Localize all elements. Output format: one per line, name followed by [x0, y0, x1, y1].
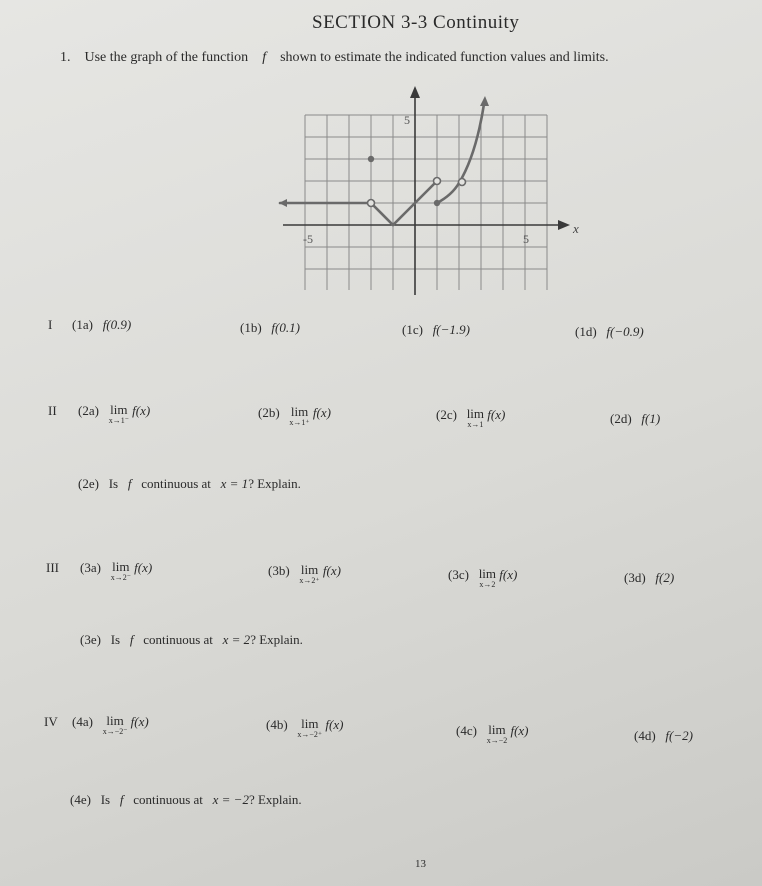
limit-notation	[111, 560, 131, 582]
item-4b	[266, 717, 343, 739]
open-point	[459, 179, 466, 186]
question-point: x = 1	[220, 476, 249, 491]
question-word: Is	[100, 792, 111, 807]
item-4d	[634, 728, 693, 744]
limit-subscript: x→2⁺	[299, 576, 320, 585]
limit-word: lim	[110, 402, 128, 417]
item-2a	[78, 403, 150, 425]
limit-word: lim	[112, 559, 130, 574]
item-expression: f(x)	[325, 717, 344, 732]
question-word: Is	[110, 632, 121, 647]
limit-subscript: x→2⁻	[110, 573, 131, 582]
section-1-roman: I	[48, 317, 53, 332]
item-label: (3e)	[80, 632, 101, 647]
instruction-text-a: Use the graph of the function	[84, 50, 249, 65]
item-4c	[456, 723, 529, 745]
filled-point	[368, 156, 374, 162]
item-label: (3c)	[448, 567, 469, 582]
limit-notation	[487, 723, 508, 745]
instruction-text-b: shown to estimate the indicated function values and limits.	[280, 50, 609, 65]
x-tick-label-pos: 5	[523, 232, 529, 246]
x-axis-arrow	[558, 220, 570, 230]
limit-subscript: x→1⁻	[108, 416, 129, 425]
limit-notation	[289, 405, 309, 427]
item-1a	[72, 317, 131, 333]
item-expression: f(x)	[322, 563, 341, 578]
limit-subscript: x→−2	[486, 736, 508, 745]
item-expression: f(x)	[134, 560, 153, 575]
item-label: (1a)	[72, 317, 93, 332]
question-text: continuous at	[141, 476, 211, 491]
limit-notation	[299, 563, 319, 585]
filled-point	[434, 200, 440, 206]
limit-word: lim	[466, 406, 485, 421]
item-4a	[72, 714, 149, 736]
y-tick-label: 5	[404, 113, 410, 127]
item-expression: f(−0.9)	[606, 324, 644, 339]
item-label: (1c)	[402, 322, 423, 337]
curve-left-arrow	[279, 199, 287, 207]
item-1d	[575, 324, 644, 340]
question-point: x = 2	[222, 632, 251, 647]
item-expression: f(0.9)	[102, 317, 132, 332]
item-2c	[436, 407, 505, 429]
section-4-roman: IV	[44, 714, 58, 729]
item-expression: f(x)	[510, 723, 529, 738]
limit-word: lim	[300, 562, 319, 577]
item-2e	[78, 476, 301, 492]
limit-notation	[109, 403, 129, 425]
item-3e	[80, 632, 303, 648]
item-label: (2b)	[258, 405, 280, 420]
limit-word: lim	[488, 722, 506, 737]
curve-middle-branch	[437, 183, 459, 203]
item-label: (3b)	[268, 563, 290, 578]
limit-notation	[297, 717, 322, 739]
item-expression: f(x)	[130, 714, 149, 729]
curve-right-branch	[459, 104, 484, 183]
curve-right-arrow	[480, 96, 489, 106]
item-label: (3d)	[624, 570, 646, 585]
item-expression: f(−2)	[665, 728, 693, 743]
item-1b	[240, 320, 300, 336]
item-3c	[448, 567, 517, 589]
open-point	[434, 178, 441, 185]
x-axis-label: x	[573, 221, 579, 236]
item-expression: f(x)	[499, 567, 518, 582]
item-label: (2a)	[78, 403, 99, 418]
limit-notation	[479, 567, 496, 589]
limit-subscript: x→1⁺	[289, 418, 310, 427]
item-expression: f(x)	[312, 405, 331, 420]
item-3b	[268, 563, 341, 585]
item-label: (4c)	[456, 723, 477, 738]
function-graph	[270, 80, 590, 295]
question-text: continuous at	[133, 792, 203, 807]
question-function: f	[127, 476, 132, 491]
question-end: ? Explain.	[248, 476, 301, 491]
section-title: SECTION 3-3 Continuity	[312, 12, 520, 33]
limit-notation	[467, 407, 484, 429]
item-label: (4e)	[70, 792, 91, 807]
item-1c	[402, 322, 470, 338]
item-3a	[80, 560, 152, 582]
limit-word: lim	[106, 713, 124, 728]
question-point: x = −2	[212, 792, 249, 807]
limit-notation	[103, 714, 128, 736]
item-expression: f(x)	[132, 403, 151, 418]
problem-number: 1.	[60, 50, 71, 65]
section-3-roman: III	[46, 560, 59, 575]
item-3d	[624, 570, 674, 586]
item-label: (1b)	[240, 320, 262, 335]
item-expression: f(0.1)	[271, 320, 300, 335]
limit-word: lim	[301, 716, 319, 731]
x-tick-label-neg: -5	[303, 232, 313, 246]
section-2-roman: II	[48, 403, 57, 418]
open-point	[368, 200, 375, 207]
item-label: (4a)	[72, 714, 93, 729]
item-label: (4d)	[634, 728, 656, 743]
limit-word: lim	[478, 566, 497, 581]
item-label: (2e)	[78, 476, 99, 491]
item-label: (2c)	[436, 407, 457, 422]
item-expression: f(2)	[655, 570, 675, 585]
item-expression: f(1)	[641, 411, 661, 426]
question-text: continuous at	[143, 632, 213, 647]
item-2d	[610, 411, 660, 427]
item-expression: f(−1.9)	[432, 322, 470, 337]
question-function: f	[119, 792, 124, 807]
limit-subscript: x→2	[479, 580, 496, 589]
question-end: ? Explain.	[248, 792, 302, 807]
item-label: (1d)	[575, 324, 597, 339]
page-number: 13	[415, 858, 426, 870]
y-axis-arrow	[410, 86, 420, 98]
limit-subscript: x→−2⁺	[297, 730, 323, 739]
item-4e	[70, 792, 302, 808]
limit-subscript: x→−2⁻	[102, 727, 128, 736]
item-2b	[258, 405, 331, 427]
question-function: f	[129, 632, 134, 647]
item-label: (4b)	[266, 717, 288, 732]
function-curve	[280, 104, 484, 225]
question-end: ? Explain.	[250, 632, 303, 647]
item-label: (3a)	[80, 560, 101, 575]
item-label: (2d)	[610, 411, 632, 426]
limit-word: lim	[290, 404, 309, 419]
item-expression: f(x)	[487, 407, 506, 422]
question-word: Is	[108, 476, 119, 491]
limit-subscript: x→1	[467, 420, 484, 429]
instruction-function: f	[262, 50, 267, 65]
problem-instruction	[60, 50, 609, 66]
